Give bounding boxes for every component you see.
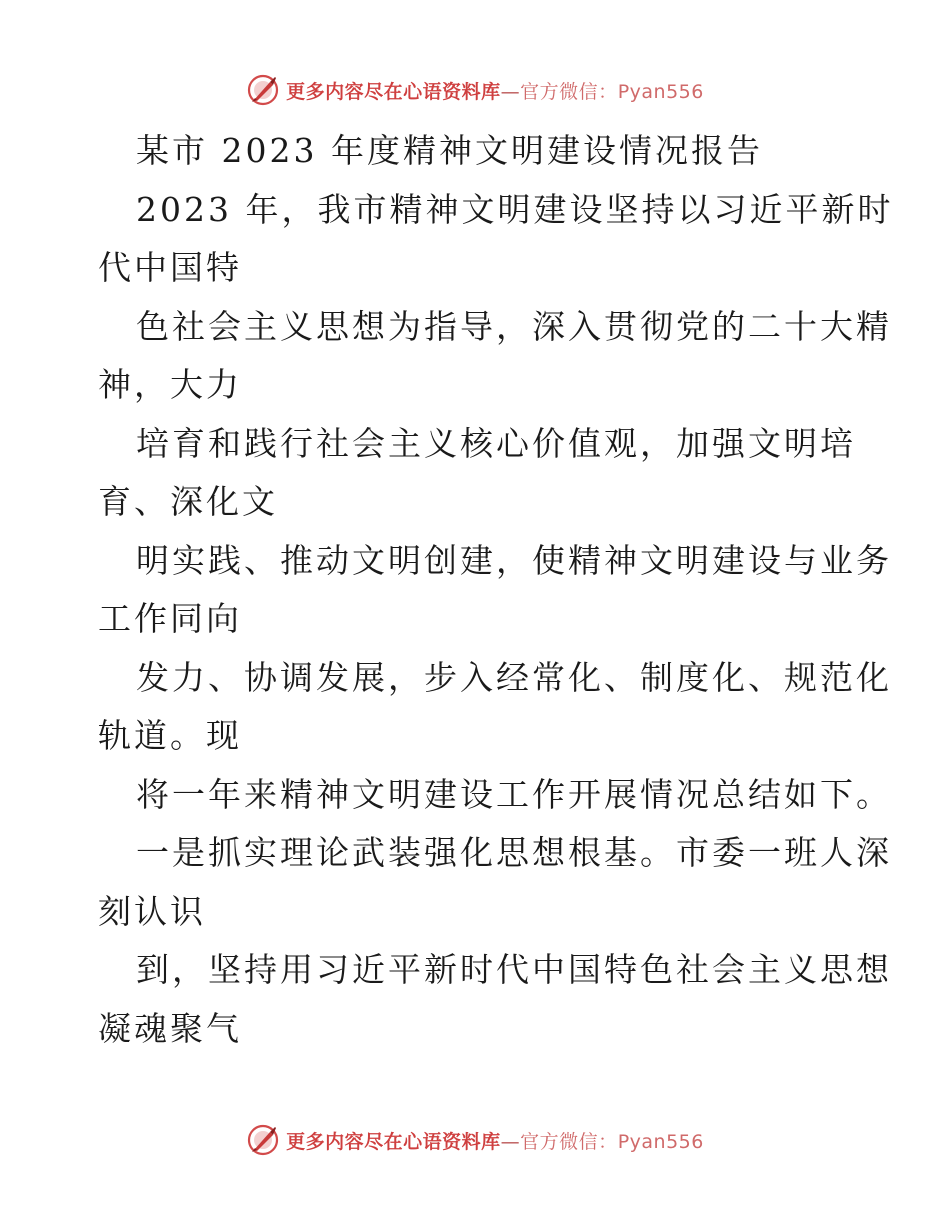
document-body — [98, 122, 894, 1058]
paragraph-line: 色社会主义思想为指导，深入贯彻党的二十大精 — [136, 306, 892, 346]
paragraph-line: 轨道。现 — [98, 716, 242, 755]
paragraph-line: 明实践、推动文明创建，使精神文明建设与业务 — [136, 540, 892, 580]
quill-pen-logo-icon — [246, 73, 280, 107]
quill-pen-logo-icon — [246, 1123, 280, 1157]
header-banner-text — [286, 77, 704, 104]
paragraph-line: 凝魂聚气 — [98, 1008, 242, 1048]
banner-wechat-label: 官方微信： — [520, 1130, 618, 1153]
paragraph-line: 工作同向 — [98, 599, 242, 638]
banner-separator: — — [500, 80, 521, 103]
paragraph-line: 刻认识 — [98, 891, 206, 931]
banner-separator: — — [500, 1130, 521, 1153]
banner-main-text: 更多内容尽在心语资料库 — [286, 1130, 501, 1153]
paragraph-line: 发力、协调发展，步入经常化、制度化、规范化 — [136, 657, 892, 697]
paragraph-line: 将一年来精神文明建设工作开展情况总结如下。 — [136, 774, 892, 814]
paragraph-line: 育、深化文 — [98, 482, 278, 521]
banner-wechat-label: 官方微信： — [520, 80, 618, 103]
banner-wechat-id: Pyan556 — [617, 1130, 704, 1153]
paragraph-line: 代中国特 — [98, 248, 242, 287]
document-title: 某市 2023 年度精神文明建设情况报告 — [136, 131, 763, 170]
paragraph-line: 培育和践行社会主义核心价值观，加强文明培 — [136, 423, 856, 463]
paragraph-line: 到，坚持用习近平新时代中国特色社会主义思想 — [136, 950, 892, 989]
paragraph-line: 神，大力 — [98, 365, 242, 404]
paragraph-line: 2023 年，我市精神文明建设坚持以习近平新时 — [136, 189, 894, 229]
banner-wechat-id: Pyan556 — [617, 80, 704, 103]
footer-banner-text — [286, 1127, 704, 1154]
header-banner — [0, 70, 950, 110]
paragraph-line: 一是抓实理论武装强化思想根基。市委一班人深 — [136, 833, 892, 872]
banner-main-text: 更多内容尽在心语资料库 — [286, 80, 501, 103]
footer-banner — [0, 1120, 950, 1160]
